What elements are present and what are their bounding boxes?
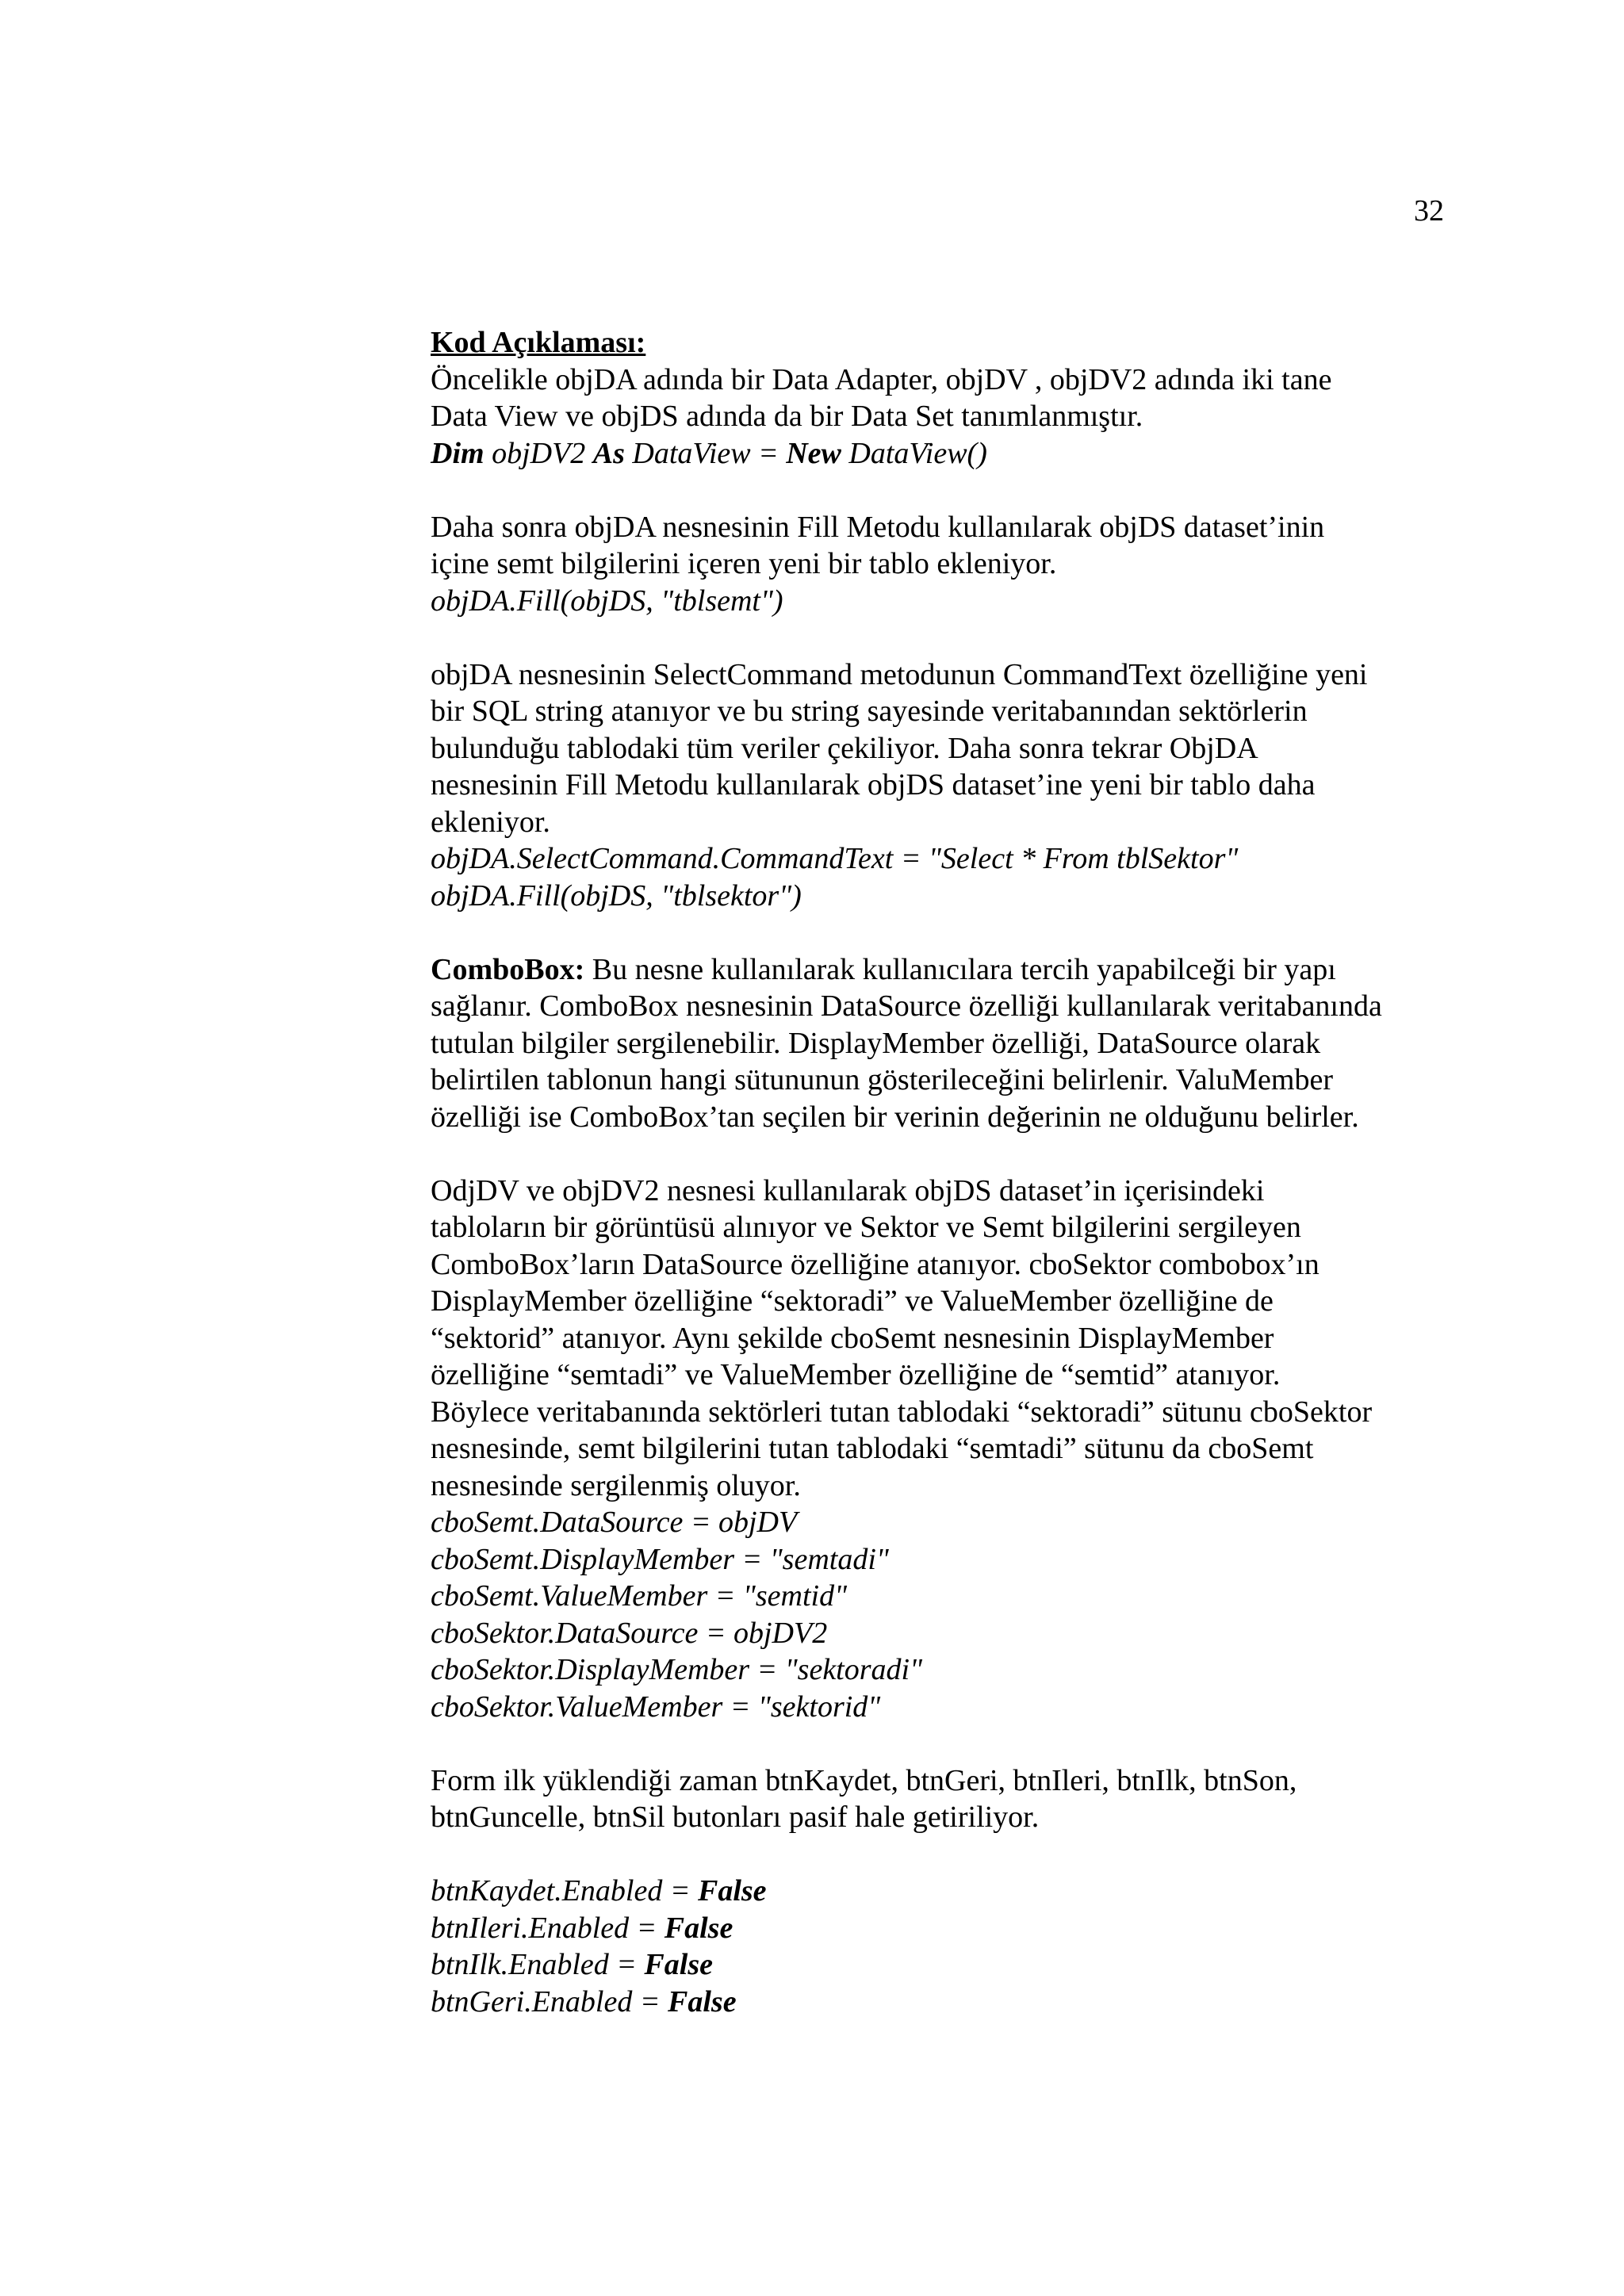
paragraph-line: ComboBox’ların DataSource özelliğine atanıyor. cboSektor combobox’ın bbox=[431, 1247, 1320, 1281]
code-text: btnIlk.Enabled = bbox=[431, 1948, 645, 1981]
paragraph-line: bulunduğu tablodaki tüm veriler çekiliyor. Daha sonra tekrar ObjDA bbox=[431, 731, 1258, 765]
paragraph-gap bbox=[431, 1135, 1444, 1173]
combobox-label: ComboBox: bbox=[431, 952, 585, 986]
code-line: objDA.Fill(objDS, "tblsektor") bbox=[431, 878, 802, 913]
code-keyword: As bbox=[592, 436, 625, 470]
intro-line: Öncelikle objDA adında bir Data Adapter, objDV , objDV2 adında iki tane bbox=[431, 362, 1332, 396]
code-line: cboSemt.DisplayMember = "semtadi" bbox=[431, 1542, 889, 1576]
code-line-enabled bbox=[431, 1984, 1444, 2021]
paragraph-line: tutulan bilgiler sergilenebilir. DisplayMember özelliği, DataSource olarak bbox=[431, 1026, 1321, 1060]
paragraph-line: nesnesinde, semt bilgilerini tutan tablodaki “semtadi” sütunu da cboSemt bbox=[431, 1432, 1314, 1465]
paragraph-line: Böylece veritabanında sektörleri tutan tablodaki “sektoradi” sütunu cboSektor bbox=[431, 1395, 1373, 1429]
paragraph-gap bbox=[431, 1836, 1444, 1873]
section-heading: Kod Açıklaması: bbox=[431, 326, 646, 359]
code-text: DataView = bbox=[624, 436, 787, 470]
code-line-dim bbox=[431, 435, 1444, 473]
paragraph-line: içine semt bilgilerini içeren yeni bir tablo ekleniyor. bbox=[431, 547, 1057, 580]
paragraph-line: Daha sonra objDA nesnesinin Fill Metodu kullanılarak objDS dataset’inin bbox=[431, 510, 1325, 544]
code-text: btnKaydet.Enabled = bbox=[431, 1874, 698, 1908]
paragraph-line: btnGuncelle, btnSil butonları pasif hale getiriliyor. bbox=[431, 1800, 1040, 1834]
code-line: cboSektor.DisplayMember = "sektoradi" bbox=[431, 1653, 923, 1686]
paragraph-line: özelliği ise ComboBox’tan seçilen bir verinin değerinin ne olduğunu belirler. bbox=[431, 1100, 1359, 1134]
code-line-enabled bbox=[431, 1873, 1444, 1910]
paragraph-gap bbox=[431, 619, 1444, 656]
code-line: cboSemt.DataSource = objDV bbox=[431, 1506, 798, 1539]
paragraph-line: ekleniyor. bbox=[431, 805, 550, 839]
code-text: objDV2 bbox=[484, 436, 593, 470]
page-number: 32 bbox=[1414, 194, 1444, 228]
code-line: objDA.Fill(objDS, "tblsemt") bbox=[431, 584, 783, 618]
code-keyword: New bbox=[786, 436, 841, 470]
paragraph-line: “sektorid” atanıyor. Aynı şekilde cboSemt nesnesinin DisplayMember bbox=[431, 1321, 1274, 1355]
code-keyword: Dim bbox=[431, 436, 485, 470]
code-line-enabled bbox=[431, 1946, 1444, 1984]
paragraph-line: belirtilen tablonun hangi sütununun gösterileceğini belirlenir. ValuMember bbox=[431, 1063, 1333, 1096]
paragraph-line: objDA nesnesinin SelectCommand metodunun CommandText özelliğine yeni bbox=[431, 657, 1368, 691]
combobox-first-line bbox=[431, 951, 1444, 989]
code-line: cboSemt.ValueMember = "semtid" bbox=[431, 1579, 848, 1613]
paragraph-line: Form ilk yüklendiği zaman btnKaydet, btnGeri, btnIleri, btnIlk, btnSon, bbox=[431, 1763, 1297, 1797]
code-line: cboSektor.DataSource = objDV2 bbox=[431, 1616, 828, 1650]
paragraph-line: DisplayMember özelliğine “sektoradi” ve ValueMember özelliğine de bbox=[431, 1284, 1274, 1318]
code-line-enabled bbox=[431, 1910, 1444, 1947]
paragraph-gap bbox=[431, 472, 1444, 509]
paragraph-line: tabloların bir görüntüsü alınıyor ve Sektor ve Semt bilgilerini sergileyen bbox=[431, 1211, 1301, 1244]
combobox-text: Bu nesne kullanılarak kullanıcılara tercih yapabilceği bir yapı bbox=[584, 952, 1336, 986]
paragraph-line: nesnesinin Fill Metodu kullanılarak objDS dataset’ine yeni bir tablo daha bbox=[431, 768, 1316, 802]
code-line: objDA.SelectCommand.CommandText = "Select * From tblSektor" bbox=[431, 842, 1239, 875]
intro-line: Data View ve objDS adında da bir Data Set tanımlanmıştır. bbox=[431, 400, 1143, 433]
paragraph-gap bbox=[431, 1725, 1444, 1762]
paragraph-line: özelliğine “semtadi” ve ValueMember özelliğine de “semtid” atanıyor. bbox=[431, 1358, 1281, 1391]
code-keyword: False bbox=[664, 1911, 733, 1945]
code-line: cboSektor.ValueMember = "sektorid" bbox=[431, 1689, 881, 1724]
paragraph-gap bbox=[431, 914, 1444, 951]
code-text: btnGeri.Enabled = bbox=[431, 1984, 668, 2019]
code-keyword: False bbox=[697, 1874, 767, 1908]
code-text: DataView() bbox=[841, 436, 987, 470]
paragraph-line: OdjDV ve objDV2 nesnesi kullanılarak objDS dataset’in içerisindeki bbox=[431, 1173, 1265, 1207]
code-text: btnIleri.Enabled = bbox=[431, 1911, 665, 1945]
paragraph-line: nesnesinde sergilenmiş oluyor. bbox=[431, 1468, 801, 1502]
document-body bbox=[431, 324, 1444, 2020]
code-keyword: False bbox=[644, 1948, 713, 1981]
paragraph-line: sağlanır. ComboBox nesnesinin DataSource özelliği kullanılarak veritabanında bbox=[431, 989, 1382, 1023]
paragraph-line: bir SQL string atanıyor ve bu string sayesinde veritabanından sektörlerin bbox=[431, 695, 1308, 728]
code-keyword: False bbox=[668, 1984, 737, 2019]
